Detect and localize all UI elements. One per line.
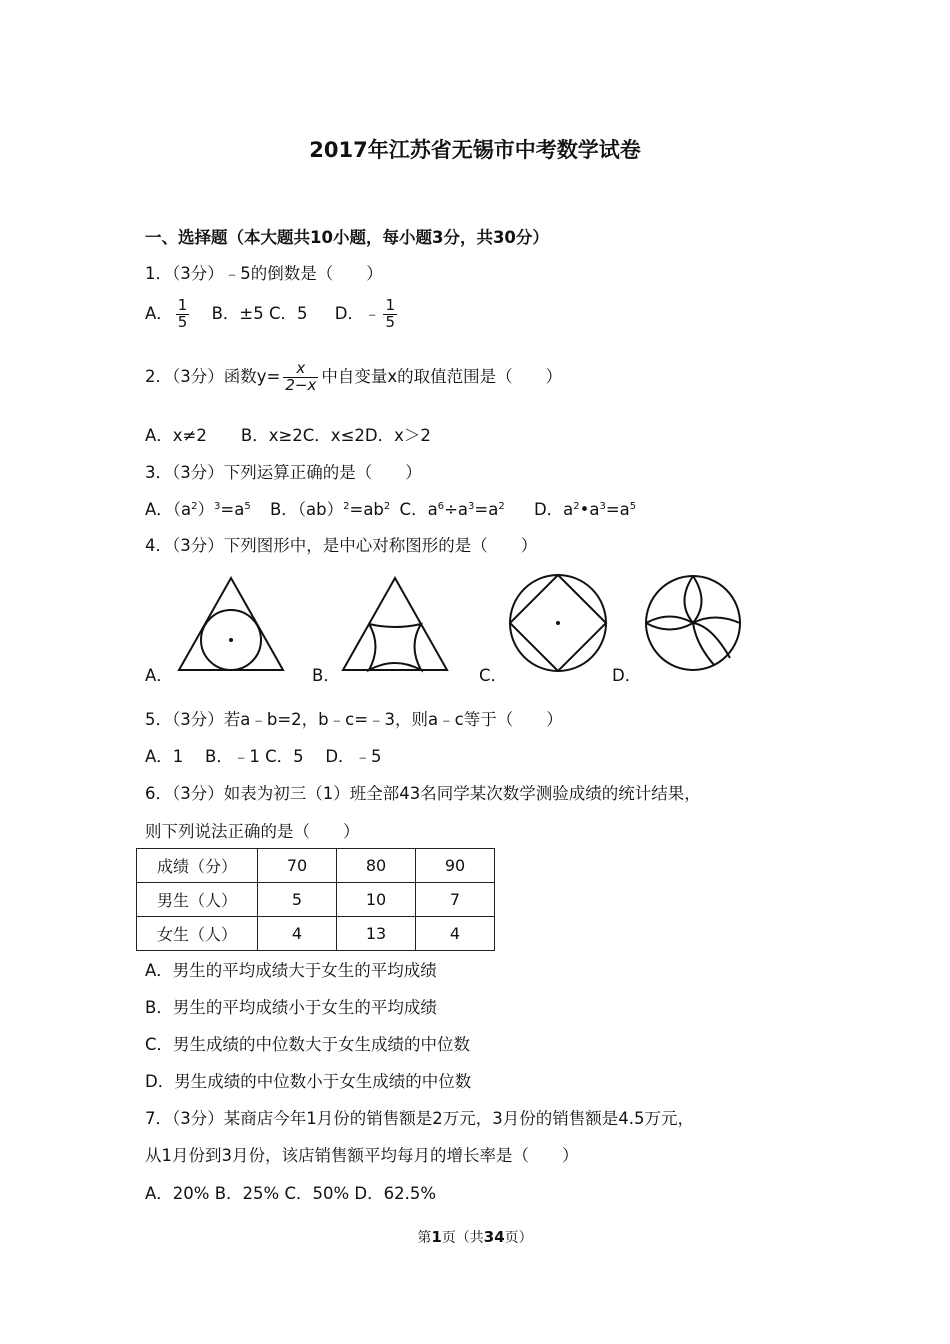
question-6-option-c: C．男生成绩的中位数大于女生成绩的中位数 (145, 1035, 471, 1054)
question-7-options: A．20% B．25% C．50% D．62.5% (145, 1184, 437, 1203)
table-cell: 女生（人） (137, 917, 258, 951)
table-cell: 13 (337, 917, 416, 951)
figure-c-label: C． (479, 666, 508, 685)
question-3-options: A．$(a^2)^3=a^5$ B．$(ab)^2=ab^2$ C．$a^6\div a^3=a^2$ D．$a^2•a^3=a^5$ (145, 500, 637, 519)
table-cell: 90 (416, 849, 495, 883)
question-2-options: A．x≠2 B．x≥2C．x≤2D．x＞2 (145, 426, 431, 445)
q1-option-bc: B．±5 C．5 (211, 303, 308, 323)
figure-d-label: D． (612, 666, 642, 685)
page-title: 2017年江苏省无锡市中考数学试卷 (309, 138, 641, 162)
figure-b-triangle-arcs (340, 572, 450, 674)
question-6-option-d: D．男生成绩的中位数小于女生成绩的中位数 (145, 1072, 472, 1091)
q1-option-d-label: D．﹣ (334, 303, 381, 323)
table-cell: 4 (416, 917, 495, 951)
section-heading: 一、选择题（本大题共10小题，每小题3分，共30分） (145, 228, 549, 247)
question-1-options (145, 298, 400, 331)
table-cell: 80 (337, 849, 416, 883)
question-5-stem: 5．（3分）若a﹣b=2，b﹣c=﹣3，则a﹣c等于（ ） (145, 710, 563, 729)
question-5-options: A．1 B．﹣1 C．5 D．﹣5 (145, 747, 382, 766)
q1-option-a-fraction: $\frac{1}{5}$ (177, 296, 188, 331)
figure-d-circle-petals (642, 572, 744, 674)
table-cell: 5 (258, 883, 337, 917)
question-7-stem-line1: 7．（3分）某商店今年1月份的销售额是2万元，3月份的销售额是4.5万元， (145, 1109, 694, 1128)
table-cell: 7 (416, 883, 495, 917)
page-number: 1 (431, 1228, 442, 1246)
table-row (137, 883, 495, 917)
score-table (136, 848, 495, 951)
question-6-option-a: A．男生的平均成绩大于女生的平均成绩 (145, 961, 437, 980)
figure-a-triangle-incircle (176, 572, 286, 674)
figure-a-label: A． (145, 666, 173, 685)
table-header-row (137, 849, 495, 883)
question-6-option-b: B．男生的平均成绩小于女生的平均成绩 (145, 998, 437, 1017)
question-6-stem-line2: 则下列说法正确的是（ ） (145, 822, 360, 841)
figure-b-label: B． (312, 666, 340, 685)
table-cell: 成绩（分） (137, 849, 258, 883)
question-3-stem: 3．（3分）下列运算正确的是（ ） (145, 463, 422, 482)
table-cell: 10 (337, 883, 416, 917)
question-1-stem: 1．（3分）﹣5的倒数是（ ） (145, 264, 383, 283)
q1-option-a-label: A． (145, 303, 173, 323)
question-6-stem-line1: 6．（3分）如表为初三（1）班全部43名同学某次数学测验成绩的统计结果， (145, 784, 701, 803)
table-cell: 4 (258, 917, 337, 951)
figure-c-circle-square (507, 572, 609, 674)
page-total: 34 (483, 1228, 505, 1246)
q1-option-d-fraction: $\frac{1}{5}$ (385, 296, 396, 331)
question-4-stem: 4．（3分）下列图形中，是中心对称图形的是（ ） (145, 536, 538, 555)
page-footer: 第1页（共34页） (417, 1228, 533, 1246)
table-cell: 男生（人） (137, 883, 258, 917)
q2-fraction: $\frac{x}{2-x}$ (285, 359, 317, 394)
table-row (137, 917, 495, 951)
question-7-stem-line2: 从1月份到3月份，该店销售额平均每月的增长率是（ ） (145, 1146, 579, 1165)
question-2-stem: 2．（3分）函数y= $\frac{x}{2-x}$ 中自变量x的取值范围是（ ） (145, 359, 563, 394)
table-cell: 70 (258, 849, 337, 883)
